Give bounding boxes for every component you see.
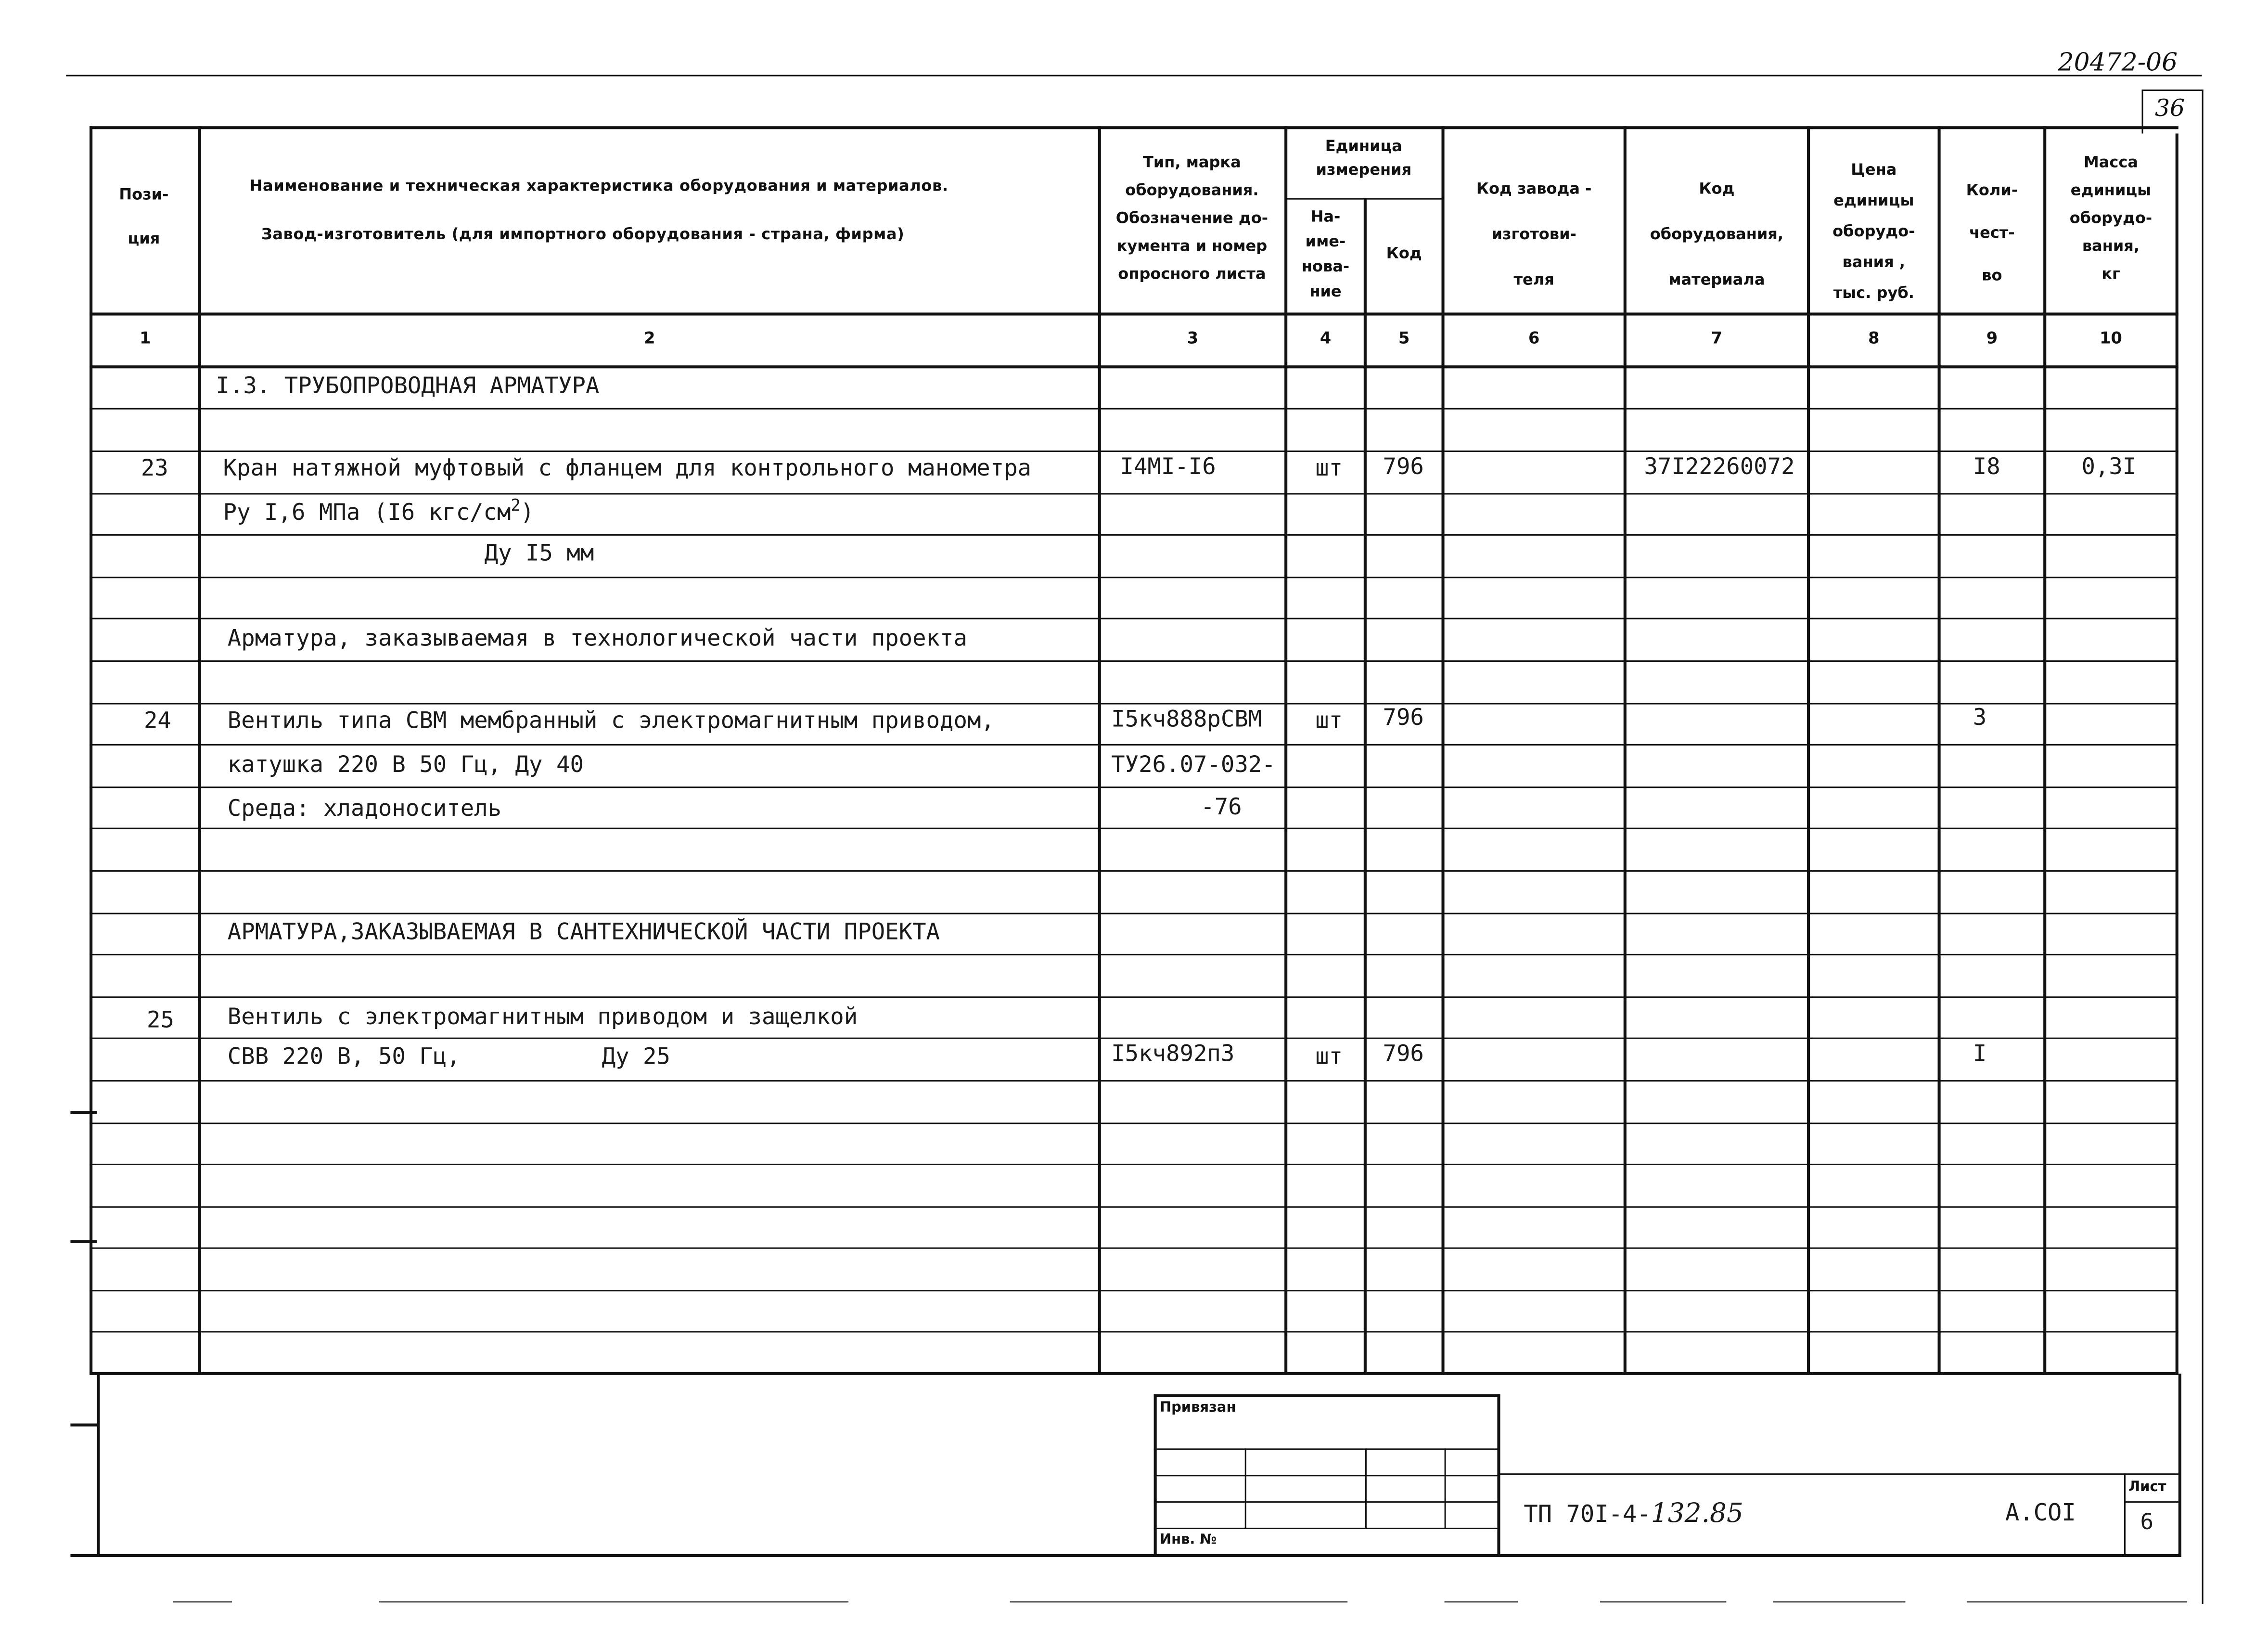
sheet-code: А.COI	[2005, 1498, 2076, 1526]
item-qty: 3	[1973, 704, 1987, 731]
item-unit: шт	[1315, 455, 1343, 482]
row-line	[90, 913, 2178, 914]
margin-tick	[70, 1240, 97, 1243]
stamp-row	[1154, 1475, 1500, 1476]
colnum-3: 3	[1187, 328, 1199, 348]
row-line	[90, 744, 2178, 746]
item-unit: шт	[1315, 707, 1343, 734]
row-line	[90, 1290, 2178, 1291]
item-unit-code: 796	[1383, 704, 1424, 731]
project-code: ТП 70I-4-132.85	[1524, 1498, 1743, 1530]
stamp-col	[1445, 1448, 1446, 1528]
stamp-row	[1154, 1528, 1500, 1529]
colnum-2: 2	[644, 328, 655, 348]
row-line	[90, 1038, 2178, 1039]
row-line	[90, 1331, 2178, 1332]
stamp-col	[1245, 1448, 1246, 1528]
scan-artifact	[1445, 1601, 1518, 1602]
colnum-bottom	[90, 365, 2178, 368]
header-unit-name: На- име- нова- ние	[1301, 208, 1350, 301]
row-line	[90, 408, 2178, 410]
subsection-title-technological: Арматура, заказываемая в технологической части проекта	[227, 625, 967, 652]
item-name-cont: катушка 220 В 50 Гц, Ду 40	[227, 751, 584, 778]
item-unit-code: 796	[1383, 453, 1424, 480]
col-line-1	[198, 126, 201, 1374]
item-pos: 25	[147, 1006, 174, 1033]
frame-left-lower	[97, 1374, 100, 1556]
item-name-cont: Ду I5 мм	[484, 540, 594, 566]
item-unit: шт	[1315, 1043, 1343, 1070]
header-type: Тип, марка оборудования. Обозначение до- кумента и номер опросного листа	[1115, 154, 1269, 283]
row-line	[90, 996, 2178, 998]
row-line	[90, 786, 2178, 788]
header-unit: Единица измерения	[1316, 138, 1412, 179]
item-name-cont: СВВ 220 В, 50 Гц,	[227, 1043, 461, 1070]
row-line	[90, 1248, 2178, 1249]
item-material-code: 37I22260072	[1644, 453, 1795, 480]
scan-artifact	[379, 1601, 848, 1602]
row-line	[90, 954, 2178, 955]
stamp-row	[1154, 1448, 1500, 1450]
doc-code: 20472-06	[2058, 48, 2178, 78]
header-factory-code: Код завода - изготови- теля	[1476, 180, 1592, 289]
row-line	[90, 1164, 2178, 1165]
row-line	[90, 1080, 2178, 1082]
scan-artifact	[1010, 1601, 1348, 1602]
title-block-top	[1497, 1473, 2178, 1475]
scan-artifact	[1773, 1601, 1906, 1602]
stamp-inv: Инв. №	[1159, 1532, 1217, 1548]
col-line-3	[1284, 126, 1287, 1374]
item-qty: I	[1973, 1040, 1987, 1067]
item-mass: 0,3I	[2081, 453, 2137, 480]
header-name-line1: Наименование и техническая характеристика оборудования и материалов.	[249, 177, 948, 195]
row-line	[90, 870, 2178, 872]
subsection-title-sanitary: АРМАТУРА,ЗАКАЗЫВАЕМАЯ В САНТЕХНИЧЕСКОЙ ЧАСТИ ПРОЕКТА	[227, 918, 940, 945]
row-line	[90, 1206, 2178, 1208]
colnum-1: 1	[140, 328, 151, 348]
list-box-split	[2124, 1501, 2178, 1503]
page-box-right	[2202, 90, 2204, 133]
item-name-cont: Среда: хладоноситель	[227, 795, 502, 822]
header-unit-code: Код	[1386, 245, 1422, 263]
row-line	[90, 703, 2178, 704]
section-title-pipe-fittings: I.3. ТРУБОПРОВОДНАЯ АРМАТУРА	[216, 373, 600, 399]
header-bottom	[90, 312, 2178, 315]
header-pos: Пози- ция	[119, 186, 169, 248]
top-rule	[66, 75, 2202, 76]
header-mass: Масса единицы оборудо- вания, кг	[2069, 154, 2153, 283]
header-qty: Коли- чест- во	[1966, 182, 2018, 285]
item-name-cont: Ду 25	[602, 1043, 671, 1070]
col-line-2	[1098, 126, 1101, 1374]
stamp-row	[1154, 1501, 1500, 1503]
margin-tick	[70, 1424, 97, 1427]
colnum-8: 8	[1868, 328, 1880, 348]
item-name-cont: Ру I,6 МПа (I6 кгс/$см^2$)	[223, 496, 535, 526]
item-pos: 24	[143, 707, 171, 734]
row-line	[90, 534, 2178, 536]
row-line	[90, 577, 2178, 578]
item-unit-code: 796	[1383, 1040, 1424, 1067]
list-label: Лист	[2128, 1479, 2166, 1495]
item-qty: I8	[1973, 453, 2000, 480]
stamp-col	[1365, 1448, 1367, 1528]
colnum-6: 6	[1528, 328, 1540, 348]
frame-bottom	[70, 1554, 2181, 1557]
stamp-privyazan: Привязан	[1159, 1400, 1236, 1416]
item-name: Вентиль с электромагнитным приводом и защелкой	[227, 1004, 858, 1030]
item-type-cont: -76	[1201, 794, 1242, 821]
header-price: Цена единицы оборудо- вания , тыс. руб.	[1832, 161, 1915, 303]
colnum-10: 10	[2100, 328, 2122, 348]
list-number: 6	[2140, 1508, 2154, 1535]
col-line-8	[1938, 126, 1941, 1374]
row-line	[90, 660, 2178, 662]
colnum-9: 9	[1986, 328, 1998, 348]
row-line	[90, 618, 2178, 619]
header-name-line2: Завод-изготовитель (для импортного оборудования - страна, фирма)	[261, 226, 905, 244]
item-pos: 23	[141, 455, 168, 482]
scan-artifact	[173, 1601, 232, 1602]
col-line-4	[1364, 198, 1367, 1374]
col-line-9	[2043, 126, 2046, 1374]
header-equipment-code: Код оборудования, материала	[1650, 180, 1784, 289]
sheet-edge	[2202, 133, 2204, 1604]
col-line-6	[1624, 126, 1627, 1374]
frame-right-lower	[2178, 1374, 2181, 1556]
page-box-top	[2142, 90, 2204, 91]
scan-artifact	[1967, 1601, 2188, 1602]
row-line	[90, 828, 2178, 829]
item-type: I5кч888рСВМ	[1111, 706, 1262, 733]
frame-top	[90, 126, 2178, 129]
item-type: I5кч892п3	[1111, 1040, 1235, 1067]
col-line-5	[1441, 126, 1444, 1374]
row-line	[90, 451, 2178, 452]
colnum-7: 7	[1711, 328, 1723, 348]
col-line-7	[1807, 126, 1810, 1374]
colnum-4: 4	[1320, 328, 1332, 348]
item-type-cont: ТУ26.07-032-	[1111, 751, 1276, 778]
row-line	[90, 1122, 2178, 1124]
item-type: I4MI-I6	[1120, 453, 1216, 480]
scan-artifact	[1600, 1601, 1726, 1602]
item-name: Вентиль типа СВМ мембранный с электромагнитным приводом,	[227, 707, 995, 734]
list-box-left	[2124, 1473, 2126, 1556]
margin-tick	[70, 1111, 97, 1114]
table-bottom	[90, 1372, 2178, 1375]
stamp-top	[1154, 1394, 1500, 1397]
row-line	[90, 493, 2178, 494]
colnum-5: 5	[1398, 328, 1410, 348]
frame-right	[2176, 133, 2178, 1373]
page-number: 36	[2154, 94, 2185, 122]
item-name: Кран натяжной муфтовый с фланцем для контрольного манометра	[223, 455, 1032, 482]
